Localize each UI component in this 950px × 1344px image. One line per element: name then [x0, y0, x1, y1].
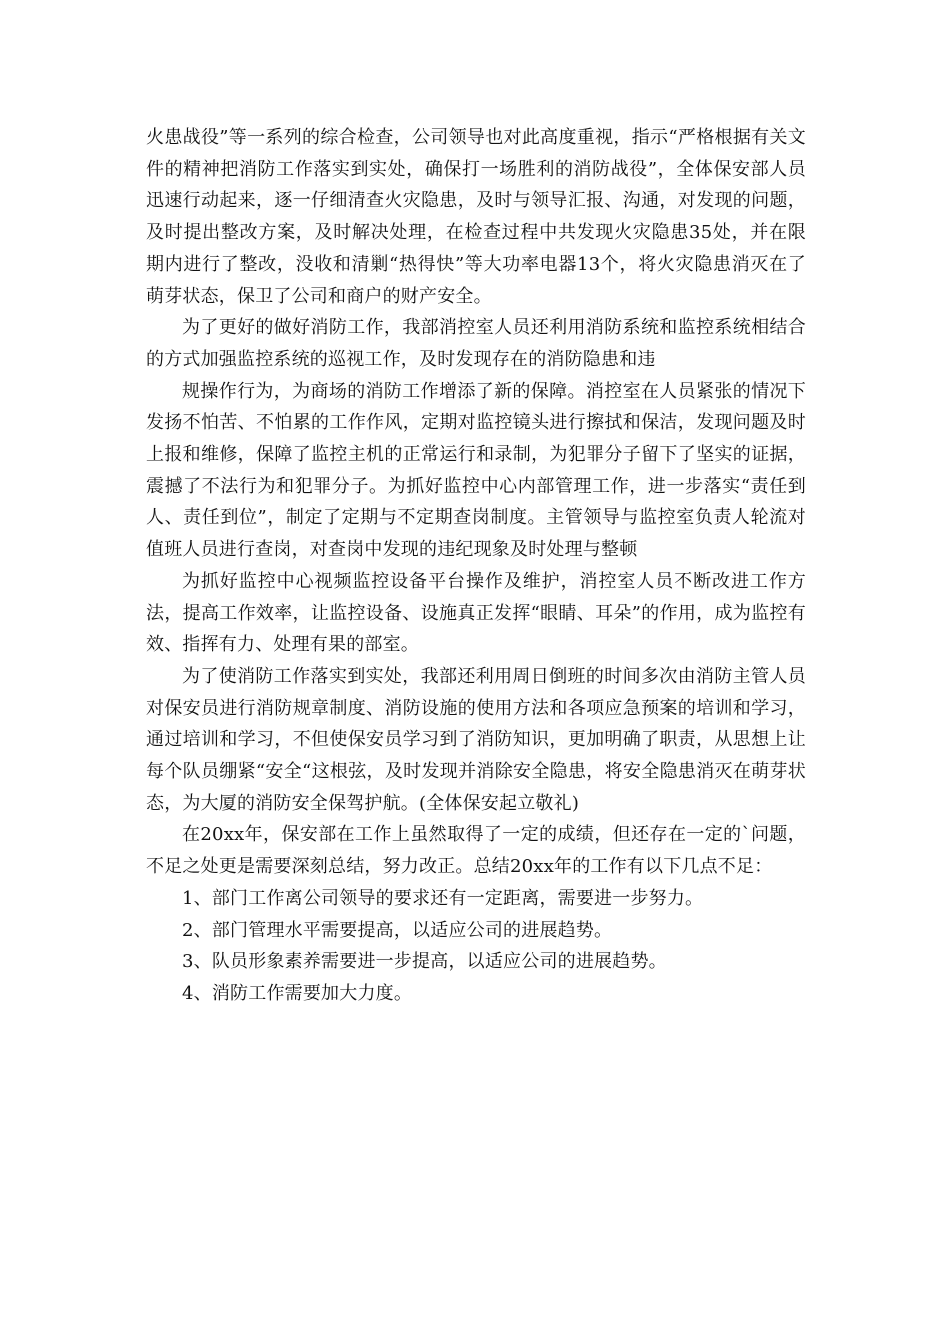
document-page — [146, 122, 806, 1010]
list-item: 3、队员形象素养需要进一步提高，以适应公司的进展趋势。 — [182, 951, 667, 973]
paragraph-video-equipment: 为抓好监控中心视频监控设备平台操作及维护，消控室人员不断改进工作方法，提高工作效率，让监控设备、设施真正发挥“眼睛、耳朵”的作用，成为监控有效、指挥有力、处理有果的部室。 — [146, 570, 806, 656]
paragraph-shortcomings-intro: 在20xx年，保安部在工作上虽然取得了一定的成绩，但还存在一定的`问题，不足之处更是需要深刻总结，努力改正。总结20xx年的工作有以下几点不足： — [146, 824, 806, 878]
paragraph-monitoring-patrol: 为了更好的做好消防工作，我部消控室人员还利用消防系统和监控系统相结合的方式加强监控系统的巡视工作，及时发现存在的消防隐患和违 — [146, 317, 806, 370]
paragraph-fire-inspection: 火患战役”等一系列的综合检查，公司领导也对此高度重视，指示“严格根据有关文件的精神把消防工作落实到实处，确保打一场胜利的消防战役”，全体保安部人员迅速行动起来，逐一仔细清查火灾隐患，及时与领导汇报、沟通，对发现的问题，及时提出整改方案，及时解决处理，在检查过程中共发现火灾隐患35处，并在限期内进行了整改，没收和清剿“热得快”等大功率电器13个，将火灾隐患消灭在了萌芽状态，保卫了公司和商户的财产安全。 — [146, 127, 806, 307]
list-item: 4、消防工作需要加大力度。 — [182, 982, 413, 1004]
shortcomings-list — [146, 883, 806, 1010]
list-item: 1、部门工作离公司领导的要求还有一定距离，需要进一步努力。 — [182, 887, 704, 909]
paragraph-control-room-work: 规操作行为，为商场的消防工作增添了新的保障。消控室在人员紧张的情况下发扬不怕苦、不怕累的工作作风，定期对监控镜头进行擦拭和保洁，发现问题及时上报和维修，保障了监控主机的正常运行和录制，为犯罪分子留下了坚实的证据，震撼了不法行为和犯罪分子。为抓好监控中心内部管理工作，进一步落实“责任到人、责任到位”，制定了定期与不定期查岗制度。主管领导与监控室负责人轮流对值班人员进行查岗，对查岗中发现的违纪现象及时处理与整顿 — [146, 380, 806, 561]
paragraph-fire-training: 为了使消防工作落实到实处，我部还利用周日倒班的时间多次由消防主管人员对保安员进行消防规章制度、消防设施的使用方法和各项应急预案的培训和学习，通过培训和学习，不但使保安员学习到了消防知识，更加明确了职责，从思想上让每个队员绷紧“安全“这根弦，及时发现并消除安全隐患，将安全隐患消灭在萌芽状态，为大厦的消防安全保驾护航。(全体保安起立敬礼) — [146, 665, 806, 814]
list-item: 2、部门管理水平需要提高，以适应公司的进展趋势。 — [182, 919, 613, 941]
